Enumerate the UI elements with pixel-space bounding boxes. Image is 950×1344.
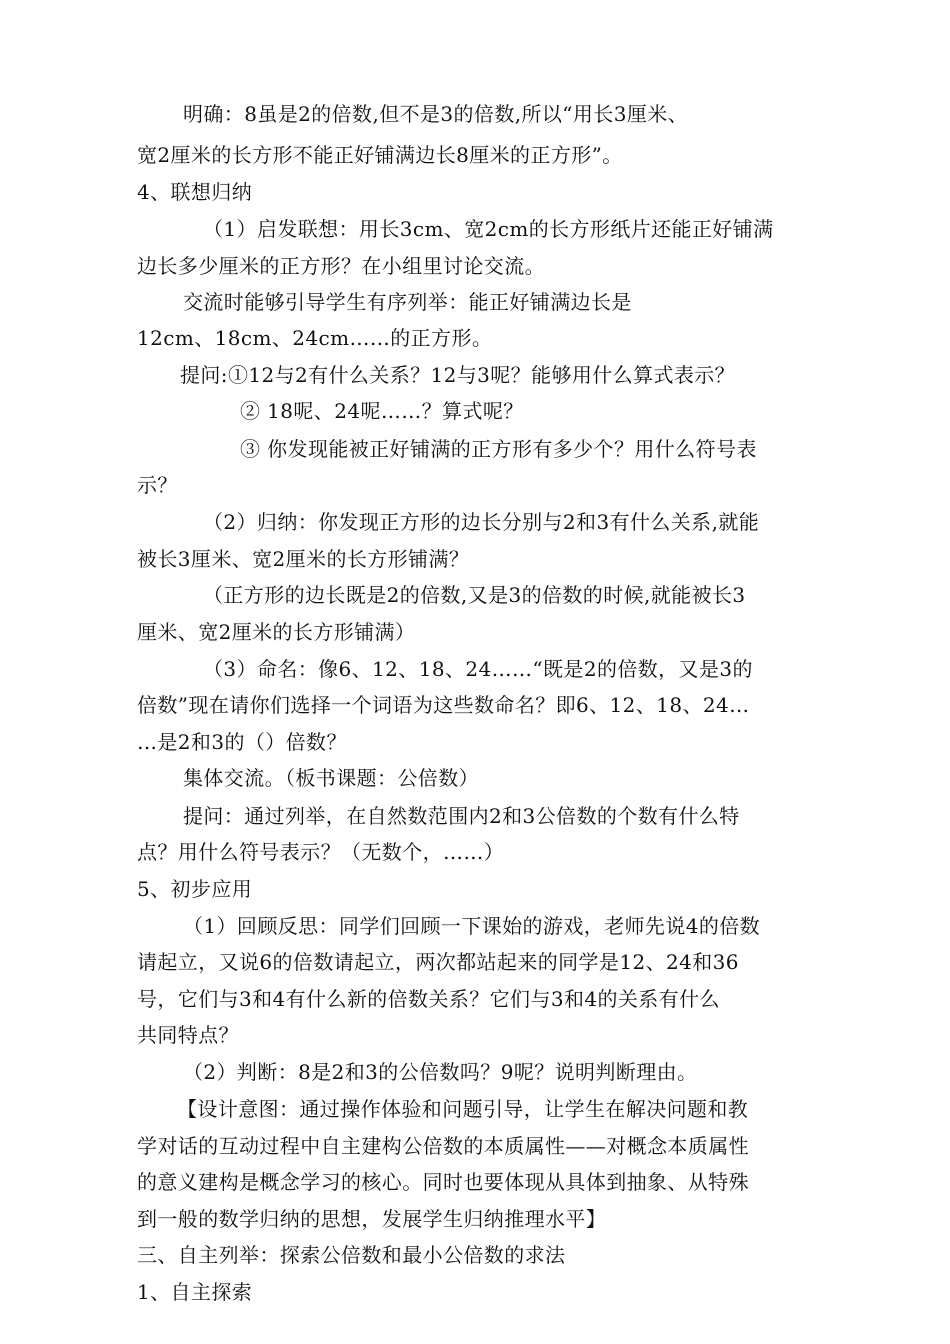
text-line: ② 18呢、24呢……？算式呢？ [240,399,524,423]
text-line: 12cm、18cm、24cm……的正方形。 [137,326,493,350]
text-line: 号，它们与3和4有什么新的倍数关系？它们与3和4的关系有什么 [137,987,720,1011]
text-line: 的意义建构是概念学习的核心。同时也要体现从具体到抽象、从特殊 [137,1170,749,1194]
text-line: 被长3厘米、宽2厘米的长方形铺满？ [137,547,470,571]
text-line: 倍数”现在请你们选择一个词语为这些数命名？即6、12、18、24… [137,693,750,717]
text-line: 提问:①12与2有什么关系？12与3呢？能够用什么算式表示？ [180,363,736,387]
text-line: …是2和3的（）倍数？ [137,730,347,754]
text-line: 请起立，又说6的倍数请起立，两次都站起来的同学是12、24和36 [137,950,739,974]
text-line: （1）启发联想：用长3cm、宽2cm的长方形纸片还能正好铺满 [203,217,774,241]
text-line: 交流时能够引导学生有序列举：能正好铺满边长是 [183,290,632,314]
text-line: （1）回顾反思：同学们回顾一下课始的游戏，老师先说4的倍数 [183,914,761,938]
text-line: 边长多少厘米的正方形？在小组里讨论交流。 [137,254,545,278]
text-line: 【设计意图：通过操作体验和问题引导，让学生在解决问题和教 [177,1097,749,1121]
section-heading: 5、初步应用 [137,877,253,901]
text-line: （正方形的边长既是2的倍数,又是3的倍数的时候,就能被长3 [203,583,746,607]
section-heading: 4、联想归纳 [137,180,253,204]
section-heading: 1、自主探索 [137,1280,253,1304]
text-line: 宽2厘米的长方形不能正好铺满边长8厘米的正方形”。 [137,143,623,167]
text-line: ③ 你发现能被正好铺满的正方形有多少个？用什么符号表 [240,437,757,461]
text-line: （2）归纳：你发现正方形的边长分别与2和3有什么关系,就能 [203,510,760,534]
text-line: 点？用什么符号表示？（无数个，……） [137,840,505,864]
text-line: （3）命名：像6、12、18、24……“既是2的倍数，又是3的 [203,657,753,681]
text-line: 提问：通过列举，在自然数范围内2和3公倍数的个数有什么特 [183,804,740,828]
text-line: 共同特点？ [137,1023,239,1047]
text-line: （2）判断：8是2和3的公倍数吗？9呢？说明判断理由。 [183,1060,698,1084]
text-line: 明确：8虽是2的倍数,但不是3的倍数,所以“用长3厘米、 [183,102,689,126]
text-line: 学对话的互动过程中自主建构公倍数的本质属性——对概念本质属性 [137,1134,749,1158]
text-line: 到一般的数学归纳的思想，发展学生归纳推理水平】 [137,1207,607,1231]
text-line: 示？ [137,473,178,497]
section-heading: 三、自主列举：探索公倍数和最小公倍数的求法 [137,1243,566,1267]
text-line: 厘米、宽2厘米的长方形铺满） [137,620,416,644]
text-line: 集体交流。（板书课题：公倍数） [183,766,479,790]
